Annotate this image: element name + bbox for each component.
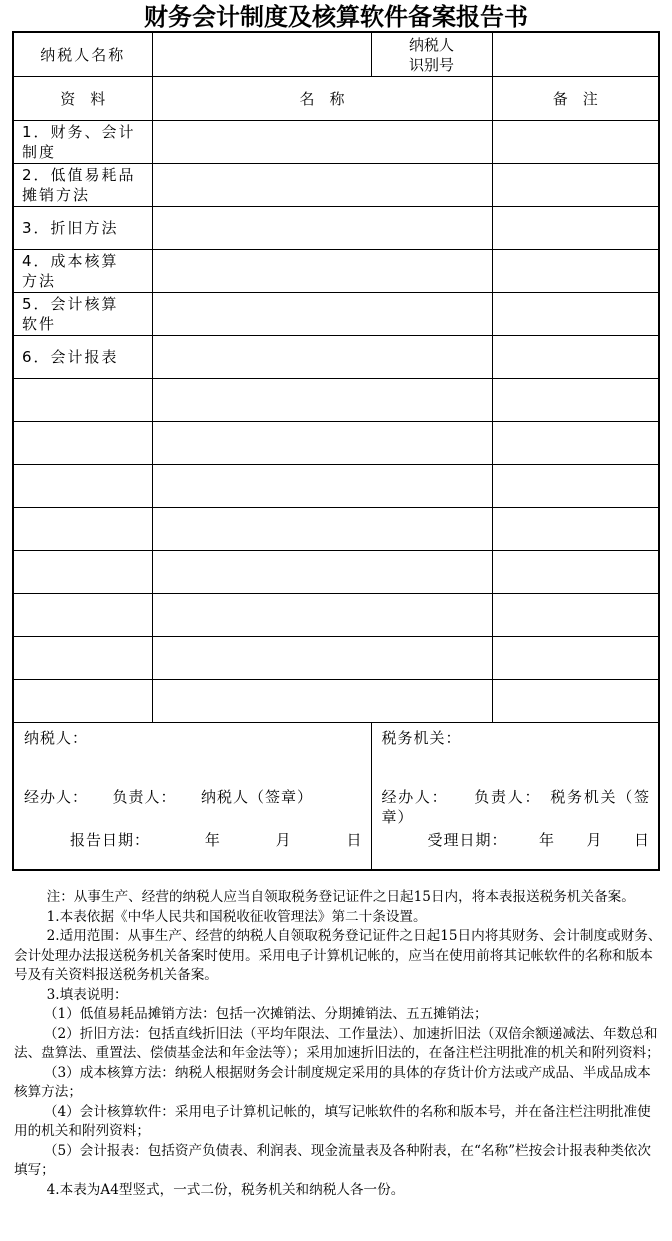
empty-cell[interactable] <box>152 594 492 637</box>
note-subitem: （5）会计报表：包括资产负债表、利润表、现金流量表及各种附表，在“名称”栏按会计报表种类依次填写； <box>14 1142 651 1178</box>
taxpayer-id-field[interactable] <box>492 32 659 77</box>
empty-cell[interactable] <box>492 551 659 594</box>
item-label-line2: 摊销方法 <box>22 186 91 204</box>
empty-cell[interactable] <box>152 680 492 723</box>
empty-cell[interactable] <box>492 508 659 551</box>
note-item: 4.本表为A4型竖式，一式二份，税务机关和纳税人各一份。 <box>46 1181 405 1198</box>
empty-cell[interactable] <box>13 594 152 637</box>
empty-table-row <box>13 422 659 465</box>
taxpayer-signature-block[interactable] <box>13 723 371 871</box>
report-form-table <box>12 31 660 871</box>
empty-cell[interactable] <box>492 637 659 680</box>
empty-table-row <box>13 551 659 594</box>
item-name-field[interactable] <box>152 121 492 164</box>
taxpayer-id-label-line2: 识别号 <box>408 55 454 74</box>
item-name-field[interactable] <box>152 293 492 336</box>
empty-cell[interactable] <box>152 637 492 680</box>
acceptance-date-day: 日 <box>633 831 650 849</box>
table-row <box>13 250 659 293</box>
empty-cell[interactable] <box>152 422 492 465</box>
taxpayer-name-label: 纳税人名称 <box>13 32 152 77</box>
item-remark-field[interactable] <box>492 293 659 336</box>
note-intro: 注：从事生产、经营的纳税人应当自领取税务登记证件之日起15日内，将本表报送税务机关备案。 <box>46 889 635 905</box>
table-row <box>13 293 659 336</box>
notes-section <box>14 888 662 1200</box>
taxpayer-heading: 纳税人： <box>24 729 89 747</box>
report-date-year: 年 <box>204 831 221 849</box>
note-subitem: （2）折旧方法：包括直线折旧法（平均年限法、工作量法）、加速折旧法（双倍余额递减法、年数总和法、盘算法、重置法、偿债基金法和年金法等）；采用加速折旧法的，在备注栏注明批准的机关和附列资料； <box>14 1025 660 1061</box>
item-name-field[interactable] <box>152 207 492 250</box>
item-label <box>13 293 152 336</box>
item-name-field[interactable] <box>152 250 492 293</box>
item-remark-field[interactable] <box>492 207 659 250</box>
column-header-remark: 备 注 <box>492 77 659 121</box>
column-header-data: 资 料 <box>13 77 152 121</box>
empty-cell[interactable] <box>492 594 659 637</box>
empty-table-row <box>13 465 659 508</box>
empty-cell[interactable] <box>13 379 152 422</box>
item-remark-field[interactable] <box>492 250 659 293</box>
taxpayer-id-label <box>371 32 492 77</box>
empty-cell[interactable] <box>152 465 492 508</box>
empty-cell[interactable] <box>13 422 152 465</box>
item-label <box>13 164 152 207</box>
empty-cell[interactable] <box>13 508 152 551</box>
item-name-field[interactable] <box>152 164 492 207</box>
item-label <box>13 121 152 164</box>
item-label-line1: 4．成本核算 <box>22 252 119 270</box>
acceptance-date-label: 受理日期： <box>427 831 508 849</box>
empty-cell[interactable] <box>492 465 659 508</box>
item-label <box>13 336 152 379</box>
acceptance-date-year: 年 <box>538 831 555 849</box>
empty-cell[interactable] <box>492 422 659 465</box>
empty-cell[interactable] <box>13 551 152 594</box>
report-date-label: 报告日期： <box>70 831 151 849</box>
item-label-line1: 5．会计核算 <box>22 295 119 313</box>
item-label-line1: 3．折旧方法 <box>22 219 119 237</box>
column-header-name: 名 称 <box>152 77 492 121</box>
empty-cell[interactable] <box>13 680 152 723</box>
empty-table-row <box>13 379 659 422</box>
item-name-field[interactable] <box>152 336 492 379</box>
empty-table-row <box>13 594 659 637</box>
empty-table-row <box>13 508 659 551</box>
empty-cell[interactable] <box>152 508 492 551</box>
item-label-line2: 软件 <box>22 315 57 333</box>
tax-authority-heading: 税务机关： <box>381 729 462 747</box>
page-title: 财务会计制度及核算软件备案报告书 <box>144 2 528 31</box>
item-label-line1: 1．财务、会计 <box>22 123 136 141</box>
item-label <box>13 207 152 250</box>
table-row <box>13 164 659 207</box>
empty-cell[interactable] <box>13 637 152 680</box>
taxpayer-name-field[interactable] <box>152 32 371 77</box>
item-label <box>13 250 152 293</box>
empty-cell[interactable] <box>492 680 659 723</box>
acceptance-date-line <box>382 829 651 850</box>
acceptance-date-month: 月 <box>586 831 603 849</box>
tax-authority-signature-block[interactable] <box>371 723 659 871</box>
note-item: 3.填表说明： <box>46 986 128 1003</box>
taxpayer-signers: 经办人： 负责人： 纳税人（签章） <box>24 788 314 806</box>
item-remark-field[interactable] <box>492 336 659 379</box>
report-date-month: 月 <box>275 831 292 849</box>
item-label-line2: 制度 <box>22 143 57 161</box>
report-date-day: 日 <box>346 831 363 849</box>
empty-cell[interactable] <box>152 379 492 422</box>
empty-cell[interactable] <box>492 379 659 422</box>
table-row <box>13 121 659 164</box>
empty-table-row <box>13 637 659 680</box>
note-subitem: （1）低值易耗品摊销方法：包括一次摊销法、分期摊销法、五五摊销法； <box>43 1006 488 1022</box>
report-date-line <box>24 829 363 850</box>
item-remark-field[interactable] <box>492 164 659 207</box>
table-row <box>13 207 659 250</box>
note-item: 1.本表依据《中华人民共和国税收征收管理法》第二十条设置。 <box>46 908 427 925</box>
item-label-line2: 方法 <box>22 272 57 290</box>
item-label-line1: 2．低值易耗品 <box>22 166 136 184</box>
table-row <box>13 336 659 379</box>
item-remark-field[interactable] <box>492 121 659 164</box>
note-subitem: （3）成本核算方法：纳税人根据财务会计制度规定采用的具体的存货计价方法或产成品、半成品成本核算方法； <box>14 1064 651 1100</box>
note-item: 2.适用范围：从事生产、经营的纳税人自领取税务登记证件之日起15日内将其财务、会计制度或财务、会计处理办法报送税务机关备案时使用。采用电子计算机记帐的，应当在使用前将其记帐软件的名称和版本号及有关资料报送税务机关备案。 <box>14 928 662 983</box>
empty-table-row <box>13 680 659 723</box>
tax-authority-signers: 经办人： 负责人： 税务机关（签章） <box>381 788 650 826</box>
note-subitem: （4）会计核算软件：采用电子计算机记帐的，填写记帐软件的名称和版本号，并在备注栏注明批准使用的机关和附列资料； <box>14 1103 651 1139</box>
item-label-line1: 6．会计报表 <box>22 348 119 366</box>
taxpayer-id-label-line1: 纳税人 <box>408 35 454 54</box>
empty-cell[interactable] <box>13 465 152 508</box>
empty-cell[interactable] <box>152 551 492 594</box>
